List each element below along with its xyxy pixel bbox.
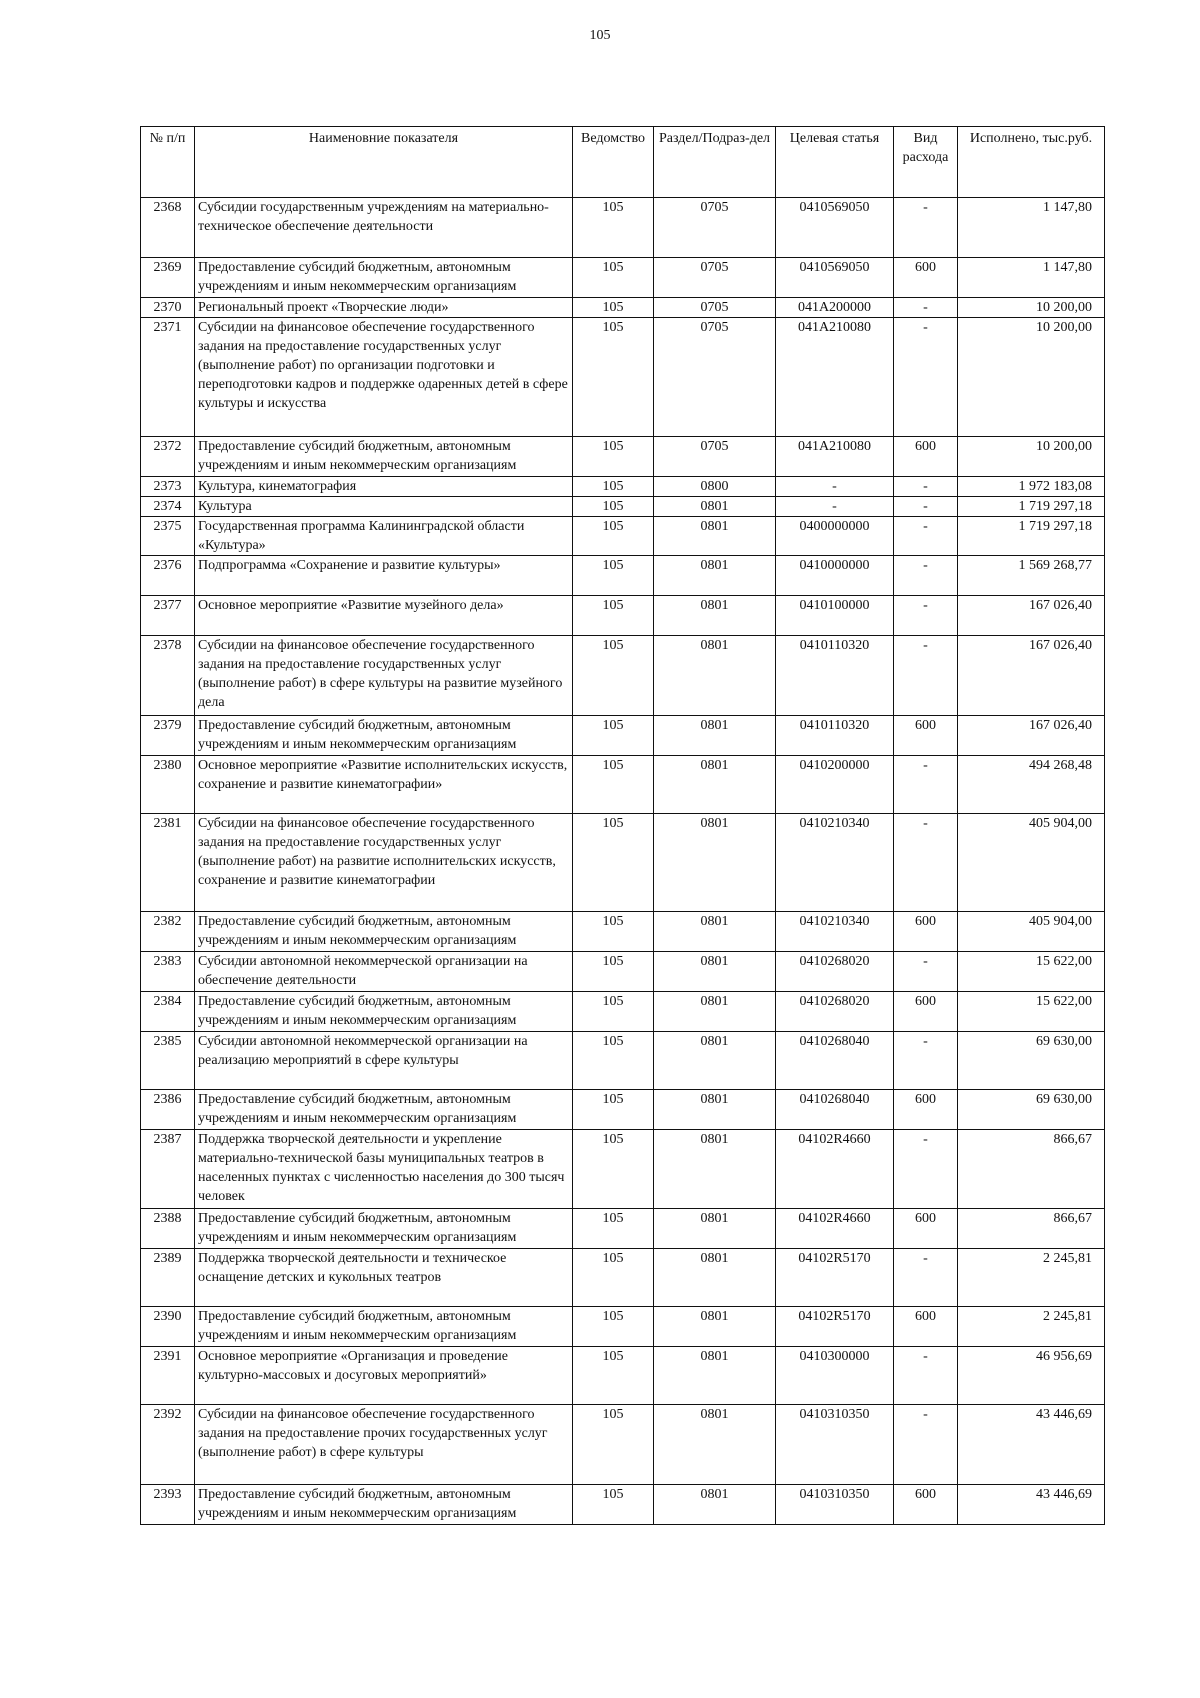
section-code: 0801 (654, 1307, 776, 1347)
row-number: 2386 (141, 1090, 195, 1130)
row-number: 2381 (141, 814, 195, 912)
department-code: 105 (573, 1090, 654, 1130)
row-number: 2378 (141, 636, 195, 716)
indicator-name: Предоставление субсидий бюджетным, автономным учреждениям и иным некоммерческим организациям (195, 1209, 573, 1249)
section-code: 0801 (654, 596, 776, 636)
row-number: 2369 (141, 258, 195, 298)
section-code: 0801 (654, 636, 776, 716)
expense-type: - (894, 556, 958, 596)
expense-type: 600 (894, 1485, 958, 1525)
executed-amount: 1 569 268,77 (958, 556, 1105, 596)
table-row (141, 1209, 1105, 1249)
row-number: 2393 (141, 1485, 195, 1525)
target-article: 041A200000 (776, 298, 894, 318)
target-article: 0410000000 (776, 556, 894, 596)
row-number: 2370 (141, 298, 195, 318)
table-row (141, 1307, 1105, 1347)
department-code: 105 (573, 477, 654, 497)
row-number: 2371 (141, 318, 195, 437)
expense-type: - (894, 596, 958, 636)
header-exp-type: Вид расхода (894, 127, 958, 198)
department-code: 105 (573, 298, 654, 318)
department-code: 105 (573, 1209, 654, 1249)
executed-amount: 15 622,00 (958, 952, 1105, 992)
executed-amount: 2 245,81 (958, 1249, 1105, 1307)
indicator-name: Региональный проект «Творческие люди» (195, 298, 573, 318)
section-code: 0801 (654, 1249, 776, 1307)
department-code: 105 (573, 1347, 654, 1405)
table-row (141, 477, 1105, 497)
page-number: 105 (589, 28, 611, 43)
row-number: 2384 (141, 992, 195, 1032)
table-row (141, 596, 1105, 636)
expense-type: - (894, 636, 958, 716)
header-dept: Ведомство (573, 127, 654, 198)
expense-type: - (894, 1130, 958, 1209)
table-row (141, 992, 1105, 1032)
table-row (141, 318, 1105, 437)
header-executed: Исполнено, тыс.руб. (958, 127, 1105, 198)
department-code: 105 (573, 1130, 654, 1209)
indicator-name: Предоставление субсидий бюджетным, автономным учреждениям и иным некоммерческим организациям (195, 992, 573, 1032)
department-code: 105 (573, 318, 654, 437)
executed-amount: 10 200,00 (958, 298, 1105, 318)
row-number: 2389 (141, 1249, 195, 1307)
target-article: 04102R5170 (776, 1249, 894, 1307)
section-code: 0801 (654, 952, 776, 992)
table-row (141, 1032, 1105, 1090)
row-number: 2373 (141, 477, 195, 497)
table-row (141, 437, 1105, 477)
department-code: 105 (573, 437, 654, 477)
executed-amount: 43 446,69 (958, 1485, 1105, 1525)
executed-amount: 10 200,00 (958, 318, 1105, 437)
budget-table (140, 126, 1105, 1525)
indicator-name: Поддержка творческой деятельности и укрепление материально-технической базы муниципальных театров в населенных пунктах с численностью населения до 300 тысяч человек (195, 1130, 573, 1209)
section-code: 0705 (654, 298, 776, 318)
target-article: 0410210340 (776, 912, 894, 952)
department-code: 105 (573, 952, 654, 992)
target-article: 0410310350 (776, 1485, 894, 1525)
expense-type: - (894, 1032, 958, 1090)
indicator-name: Поддержка творческой деятельности и техническое оснащение детских и кукольных театров (195, 1249, 573, 1307)
target-article: 0410268020 (776, 992, 894, 1032)
section-code: 0705 (654, 437, 776, 477)
executed-amount: 167 026,40 (958, 716, 1105, 756)
row-number: 2377 (141, 596, 195, 636)
executed-amount: 1 972 183,08 (958, 477, 1105, 497)
executed-amount: 494 268,48 (958, 756, 1105, 814)
indicator-name: Основное мероприятие «Развитие музейного дела» (195, 596, 573, 636)
section-code: 0801 (654, 1130, 776, 1209)
table-row (141, 556, 1105, 596)
indicator-name: Предоставление субсидий бюджетным, автономным учреждениям и иным некоммерческим организациям (195, 1307, 573, 1347)
executed-amount: 405 904,00 (958, 912, 1105, 952)
target-article: 04102R5170 (776, 1307, 894, 1347)
row-number: 2379 (141, 716, 195, 756)
section-code: 0801 (654, 497, 776, 517)
row-number: 2383 (141, 952, 195, 992)
table-row (141, 756, 1105, 814)
department-code: 105 (573, 636, 654, 716)
executed-amount: 69 630,00 (958, 1090, 1105, 1130)
expense-type: 600 (894, 1209, 958, 1249)
expense-type: - (894, 497, 958, 517)
department-code: 105 (573, 198, 654, 258)
section-code: 0801 (654, 1347, 776, 1405)
target-article: 0400000000 (776, 517, 894, 556)
section-code: 0705 (654, 258, 776, 298)
table-row (141, 912, 1105, 952)
section-code: 0705 (654, 198, 776, 258)
expense-type: 600 (894, 258, 958, 298)
row-number: 2392 (141, 1405, 195, 1485)
expense-type: 600 (894, 1090, 958, 1130)
executed-amount: 167 026,40 (958, 596, 1105, 636)
target-article: 041A210080 (776, 437, 894, 477)
target-article: 0410200000 (776, 756, 894, 814)
department-code: 105 (573, 756, 654, 814)
expense-type: - (894, 1347, 958, 1405)
table-row (141, 952, 1105, 992)
table-row (141, 1485, 1105, 1525)
executed-amount: 43 446,69 (958, 1405, 1105, 1485)
expense-type: - (894, 1405, 958, 1485)
department-code: 105 (573, 912, 654, 952)
section-code: 0801 (654, 1090, 776, 1130)
table-row (141, 1090, 1105, 1130)
header-target: Целевая статья (776, 127, 894, 198)
expense-type: 600 (894, 992, 958, 1032)
row-number: 2376 (141, 556, 195, 596)
table-row (141, 636, 1105, 716)
table-row (141, 1130, 1105, 1209)
row-number: 2387 (141, 1130, 195, 1209)
expense-type: - (894, 756, 958, 814)
target-article: 0410268020 (776, 952, 894, 992)
indicator-name: Субсидии государственным учреждениям на материально-техническое обеспечение деятельности (195, 198, 573, 258)
row-number: 2372 (141, 437, 195, 477)
expense-type: - (894, 517, 958, 556)
indicator-name: Субсидии на финансовое обеспечение государственного задания на предоставление прочих государственных услуг (выполнение работ) в сфере культуры (195, 1405, 573, 1485)
indicator-name: Предоставление субсидий бюджетным, автономным учреждениям и иным некоммерческим организациям (195, 1485, 573, 1525)
indicator-name: Основное мероприятие «Организация и проведение культурно-массовых и досуговых мероприятий» (195, 1347, 573, 1405)
department-code: 105 (573, 814, 654, 912)
department-code: 105 (573, 596, 654, 636)
indicator-name: Подпрограмма «Сохранение и развитие культуры» (195, 556, 573, 596)
indicator-name: Субсидии автономной некоммерческой организации на реализацию мероприятий в сфере культуры (195, 1032, 573, 1090)
executed-amount: 1 719 297,18 (958, 497, 1105, 517)
expense-type: 600 (894, 912, 958, 952)
target-article: 0410300000 (776, 1347, 894, 1405)
target-article: 0410110320 (776, 636, 894, 716)
indicator-name: Субсидии на финансовое обеспечение государственного задания на предоставление государственных услуг (выполнение работ) на развитие исполнительских искусств, сохранение и развитие кинематографии (195, 814, 573, 912)
department-code: 105 (573, 1032, 654, 1090)
expense-type: - (894, 318, 958, 437)
department-code: 105 (573, 716, 654, 756)
target-article: 0410268040 (776, 1090, 894, 1130)
row-number: 2380 (141, 756, 195, 814)
department-code: 105 (573, 1249, 654, 1307)
expense-type: - (894, 814, 958, 912)
expense-type: - (894, 298, 958, 318)
table-body (141, 198, 1105, 1525)
target-article: 0410569050 (776, 258, 894, 298)
table-row (141, 716, 1105, 756)
expense-type: - (894, 1249, 958, 1307)
executed-amount: 46 956,69 (958, 1347, 1105, 1405)
expense-type: 600 (894, 437, 958, 477)
executed-amount: 1 147,80 (958, 258, 1105, 298)
executed-amount: 405 904,00 (958, 814, 1105, 912)
expense-type: 600 (894, 716, 958, 756)
row-number: 2385 (141, 1032, 195, 1090)
target-article: 0410268040 (776, 1032, 894, 1090)
section-code: 0801 (654, 814, 776, 912)
table-row (141, 1405, 1105, 1485)
expense-type: 600 (894, 1307, 958, 1347)
target-article: 0410100000 (776, 596, 894, 636)
section-code: 0801 (654, 556, 776, 596)
section-code: 0801 (654, 1209, 776, 1249)
executed-amount: 1 719 297,18 (958, 517, 1105, 556)
department-code: 105 (573, 1405, 654, 1485)
executed-amount: 1 147,80 (958, 198, 1105, 258)
section-code: 0801 (654, 992, 776, 1032)
table-row (141, 258, 1105, 298)
expense-type: - (894, 952, 958, 992)
executed-amount: 866,67 (958, 1209, 1105, 1249)
department-code: 105 (573, 992, 654, 1032)
section-code: 0801 (654, 912, 776, 952)
header-section: Раздел/Подраз-дел (654, 127, 776, 198)
row-number: 2374 (141, 497, 195, 517)
target-article: 0410110320 (776, 716, 894, 756)
target-article: 04102R4660 (776, 1130, 894, 1209)
row-number: 2391 (141, 1347, 195, 1405)
indicator-name: Предоставление субсидий бюджетным, автономным учреждениям и иным некоммерческим организациям (195, 1090, 573, 1130)
table-row (141, 198, 1105, 258)
row-number: 2390 (141, 1307, 195, 1347)
row-number: 2388 (141, 1209, 195, 1249)
section-code: 0800 (654, 477, 776, 497)
table-row (141, 298, 1105, 318)
row-number: 2375 (141, 517, 195, 556)
table-row (141, 1347, 1105, 1405)
indicator-name: Основное мероприятие «Развитие исполнительских искусств, сохранение и развитие кинематографии» (195, 756, 573, 814)
table-row (141, 1249, 1105, 1307)
target-article: 041A210080 (776, 318, 894, 437)
table-header-row (141, 127, 1105, 198)
section-code: 0801 (654, 517, 776, 556)
department-code: 105 (573, 517, 654, 556)
department-code: 105 (573, 1485, 654, 1525)
executed-amount: 69 630,00 (958, 1032, 1105, 1090)
section-code: 0801 (654, 1485, 776, 1525)
indicator-name: Предоставление субсидий бюджетным, автономным учреждениям и иным некоммерческим организациям (195, 716, 573, 756)
executed-amount: 10 200,00 (958, 437, 1105, 477)
header-num: № п/п (141, 127, 195, 198)
indicator-name: Предоставление субсидий бюджетным, автономным учреждениям и иным некоммерческим организациям (195, 912, 573, 952)
indicator-name: Субсидии на финансовое обеспечение государственного задания на предоставление государственных услуг (выполнение работ) в сфере культуры на развитие музейного дела (195, 636, 573, 716)
section-code: 0801 (654, 716, 776, 756)
section-code: 0705 (654, 318, 776, 437)
section-code: 0801 (654, 756, 776, 814)
table-row (141, 497, 1105, 517)
indicator-name: Предоставление субсидий бюджетным, автономным учреждениям и иным некоммерческим организациям (195, 258, 573, 298)
indicator-name: Культура (195, 497, 573, 517)
target-article: 0410210340 (776, 814, 894, 912)
department-code: 105 (573, 556, 654, 596)
target-article: - (776, 497, 894, 517)
section-code: 0801 (654, 1405, 776, 1485)
expense-type: - (894, 198, 958, 258)
indicator-name: Субсидии на финансовое обеспечение государственного задания на предоставление государственных услуг (выполнение работ) по организации подготовки и переподготовки кадров и поддержке одаренных детей в сфере культуры и искусства (195, 318, 573, 437)
indicator-name: Государственная программа Калининградской области «Культура» (195, 517, 573, 556)
indicator-name: Субсидии автономной некоммерческой организации на обеспечение деятельности (195, 952, 573, 992)
target-article: 04102R4660 (776, 1209, 894, 1249)
target-article: 0410569050 (776, 198, 894, 258)
indicator-name: Предоставление субсидий бюджетным, автономным учреждениям и иным некоммерческим организациям (195, 437, 573, 477)
executed-amount: 167 026,40 (958, 636, 1105, 716)
row-number: 2382 (141, 912, 195, 952)
department-code: 105 (573, 497, 654, 517)
executed-amount: 2 245,81 (958, 1307, 1105, 1347)
section-code: 0801 (654, 1032, 776, 1090)
executed-amount: 866,67 (958, 1130, 1105, 1209)
row-number: 2368 (141, 198, 195, 258)
table-row (141, 517, 1105, 556)
department-code: 105 (573, 258, 654, 298)
header-name: Наименовние показателя (195, 127, 573, 198)
target-article: - (776, 477, 894, 497)
target-article: 0410310350 (776, 1405, 894, 1485)
department-code: 105 (573, 1307, 654, 1347)
expense-type: - (894, 477, 958, 497)
table-row (141, 814, 1105, 912)
executed-amount: 15 622,00 (958, 992, 1105, 1032)
indicator-name: Культура, кинематография (195, 477, 573, 497)
